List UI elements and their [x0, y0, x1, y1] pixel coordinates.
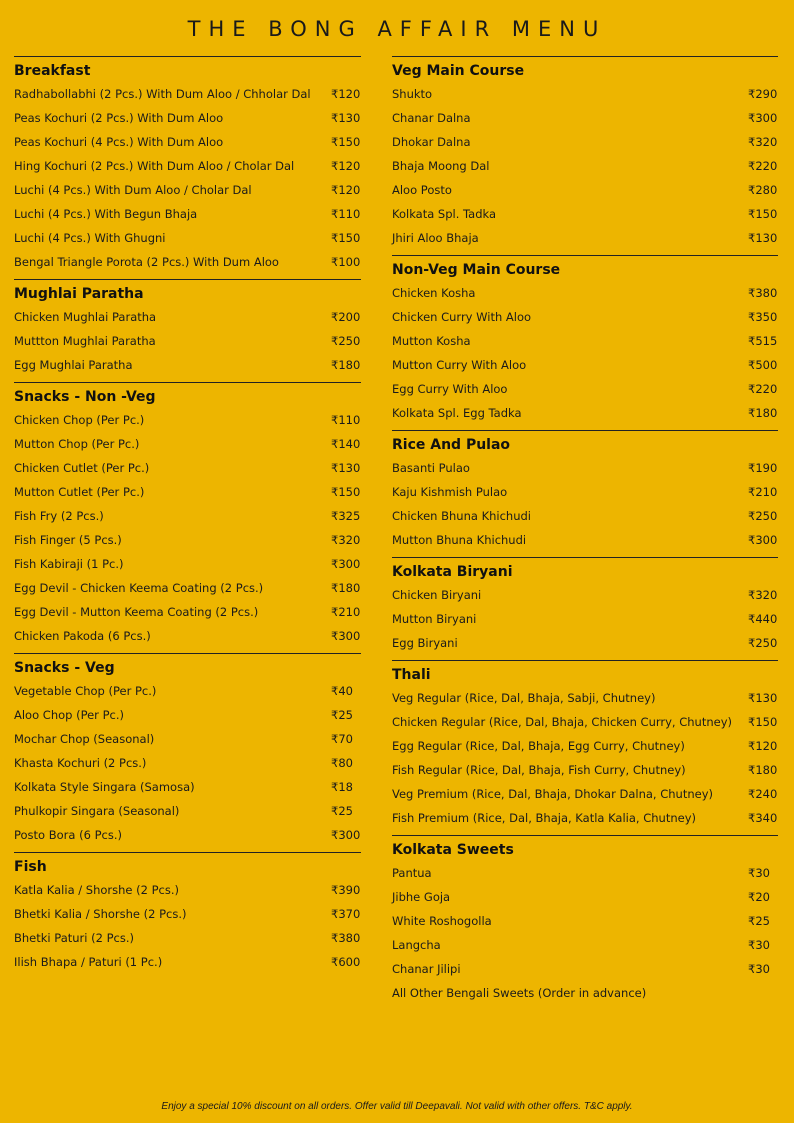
menu-item-name: Dhokar Dalna — [392, 135, 471, 149]
menu-item — [14, 684, 361, 698]
menu-item-name: Langcha — [392, 938, 441, 952]
menu-item-price: ₹250 — [331, 334, 361, 348]
menu-item — [392, 938, 778, 952]
menu-column-left — [14, 56, 361, 979]
menu-item — [392, 334, 778, 348]
menu-item-price: ₹370 — [331, 907, 361, 921]
menu-item — [14, 87, 361, 101]
menu-item-name: Chicken Curry With Aloo — [392, 310, 532, 324]
menu-item-price: ₹180 — [331, 358, 361, 372]
menu-item-price: ₹240 — [748, 787, 778, 801]
menu-item-price: ₹110 — [331, 207, 361, 221]
menu-item-price: ₹250 — [748, 636, 778, 650]
menu-item-price: ₹30 — [748, 938, 770, 952]
menu-item-price: ₹340 — [748, 811, 778, 825]
section-title: Snacks - Non -Veg — [14, 389, 156, 405]
menu-item — [14, 780, 361, 794]
menu-column-right — [392, 56, 778, 1000]
menu-item — [392, 612, 778, 626]
menu-item-name: Muttton Mughlai Paratha — [14, 334, 156, 348]
section-title: Fish — [14, 859, 47, 875]
menu-item-name: Peas Kochuri (4 Pcs.) With Dum Aloo — [14, 135, 224, 149]
menu-item-price: ₹220 — [748, 159, 778, 173]
menu-item-price: ₹300 — [748, 111, 778, 125]
menu-item — [392, 588, 778, 602]
menu-item-price: ₹250 — [748, 509, 778, 523]
menu-item-name: Kolkata Spl. Tadka — [392, 207, 496, 221]
sweets-note: All Other Bengali Sweets (Order in advance) — [392, 986, 647, 1000]
menu-item-price: ₹220 — [748, 382, 778, 396]
menu-item — [392, 866, 778, 880]
menu-item-price: ₹325 — [331, 509, 361, 523]
menu-item — [392, 406, 778, 420]
menu-item-name: Chanar Jilipi — [392, 962, 461, 976]
section-title: Rice And Pulao — [392, 437, 511, 453]
menu-item-name: Chicken Biryani — [392, 588, 482, 602]
menu-item-name: Hing Kochuri (2 Pcs.) With Dum Aloo / Cholar Dal — [14, 159, 295, 173]
menu-item — [14, 605, 361, 619]
menu-item-name: Bengal Triangle Porota (2 Pcs.) With Dum Aloo — [14, 255, 279, 269]
menu-item — [392, 691, 778, 705]
menu-section-snacks-non-veg — [14, 382, 361, 643]
menu-section-veg-main-course — [392, 56, 778, 245]
menu-item-price: ₹180 — [331, 581, 361, 595]
menu-item — [14, 533, 361, 547]
menu-item-name: Chanar Dalna — [392, 111, 471, 125]
offer-footer: Enjoy a special 10% discount on all orders. Offer valid till Deepavali. Not valid with other offers. T&C apply. — [161, 1101, 633, 1112]
menu-item — [392, 159, 778, 173]
menu-item-price: ₹25 — [748, 914, 770, 928]
menu-item — [14, 732, 361, 746]
menu-item-name: Mutton Cutlet (Per Pc.) — [14, 485, 145, 499]
menu-item-name: White Roshogolla — [392, 914, 492, 928]
menu-item — [392, 87, 778, 101]
menu-item-name: Aloo Posto — [392, 183, 452, 197]
menu-item-price: ₹320 — [748, 135, 778, 149]
menu-item — [14, 828, 361, 842]
menu-item — [14, 756, 361, 770]
menu-item-price: ₹190 — [748, 461, 778, 475]
menu-item-name: Egg Curry With Aloo — [392, 382, 508, 396]
menu-item-name: Katla Kalia / Shorshe (2 Pcs.) — [14, 883, 180, 897]
menu-item-price: ₹180 — [748, 763, 778, 777]
menu-item-price: ₹25 — [331, 804, 353, 818]
menu-item-price: ₹150 — [748, 207, 778, 221]
menu-item — [392, 231, 778, 245]
menu-item — [392, 310, 778, 324]
menu-item-name: Pantua — [392, 866, 432, 880]
menu-item-price: ₹150 — [331, 231, 361, 245]
menu-item-name: Fish Finger (5 Pcs.) — [14, 533, 122, 547]
menu-item — [392, 533, 778, 547]
menu-item-price: ₹130 — [748, 231, 778, 245]
menu-item — [14, 358, 361, 372]
menu-item-name: Mutton Curry With Aloo — [392, 358, 527, 372]
menu-item — [392, 382, 778, 396]
menu-item-price: ₹320 — [748, 588, 778, 602]
menu-item-name: Mutton Biryani — [392, 612, 477, 626]
menu-item-name: Mutton Bhuna Khichudi — [392, 533, 527, 547]
menu-section-kolkata-biryani — [392, 557, 778, 650]
menu-item — [392, 811, 778, 825]
menu-item-price: ₹380 — [748, 286, 778, 300]
menu-section-mughlai-paratha — [14, 279, 361, 372]
menu-item-name: Chicken Bhuna Khichudi — [392, 509, 531, 523]
menu-item-name: Jhiri Aloo Bhaja — [392, 231, 479, 245]
menu-item-price: ₹30 — [748, 866, 770, 880]
menu-section-fish — [14, 852, 361, 969]
menu-item-name: Mutton Chop (Per Pc.) — [14, 437, 140, 451]
menu-item-name: Kaju Kishmish Pulao — [392, 485, 508, 499]
menu-item — [392, 914, 778, 928]
menu-item-price: ₹120 — [331, 183, 361, 197]
menu-item — [14, 183, 361, 197]
menu-item-name: Chicken Kosha — [392, 286, 476, 300]
menu-item — [14, 135, 361, 149]
menu-item-name: Fish Fry (2 Pcs.) — [14, 509, 104, 523]
menu-item-price: ₹390 — [331, 883, 361, 897]
menu-item — [392, 461, 778, 475]
menu-item-name: Fish Kabiraji (1 Pc.) — [14, 557, 124, 571]
menu-item-price: ₹30 — [748, 962, 770, 976]
menu-item-name: Fish Regular (Rice, Dal, Bhaja, Fish Curry, Chutney) — [392, 763, 686, 777]
menu-item — [14, 310, 361, 324]
menu-item-name: Chicken Mughlai Paratha — [14, 310, 157, 324]
menu-item-name: Egg Regular (Rice, Dal, Bhaja, Egg Curry, Chutney) — [392, 739, 685, 753]
menu-item — [14, 883, 361, 897]
section-title: Breakfast — [14, 63, 91, 79]
menu-item — [392, 890, 778, 904]
menu-section-kolkata-sweets — [392, 835, 778, 1000]
menu-item-price: ₹80 — [331, 756, 353, 770]
menu-item-name: Bhaja Moong Dal — [392, 159, 490, 173]
menu-item-name: Peas Kochuri (2 Pcs.) With Dum Aloo — [14, 111, 224, 125]
menu-item-price: ₹180 — [748, 406, 778, 420]
section-title: Kolkata Biryani — [392, 564, 513, 580]
menu-title: THE BONG AFFAIR MENU — [187, 17, 607, 41]
menu-item — [14, 255, 361, 269]
menu-item-price: ₹130 — [748, 691, 778, 705]
menu-item-name: Egg Devil - Chicken Keema Coating (2 Pcs.) — [14, 581, 264, 595]
menu-section-non-veg-main-course — [392, 255, 778, 420]
section-title: Kolkata Sweets — [392, 842, 514, 858]
section-title: Non-Veg Main Course — [392, 262, 561, 278]
menu-item-price: ₹280 — [748, 183, 778, 197]
menu-item-price: ₹500 — [748, 358, 778, 372]
menu-item-name: Luchi (4 Pcs.) With Dum Aloo / Cholar Dal — [14, 183, 252, 197]
menu-item — [14, 509, 361, 523]
menu-item-name: Bhetki Kalia / Shorshe (2 Pcs.) — [14, 907, 187, 921]
menu-item — [14, 907, 361, 921]
menu-item — [392, 183, 778, 197]
menu-item-price: ₹210 — [748, 485, 778, 499]
menu-item-name: Jibhe Goja — [392, 890, 451, 904]
menu-item-price: ₹290 — [748, 87, 778, 101]
menu-item — [392, 286, 778, 300]
menu-item-name: Kolkata Style Singara (Samosa) — [14, 780, 195, 794]
menu-item-name: Egg Mughlai Paratha — [14, 358, 133, 372]
menu-item-price: ₹320 — [331, 533, 361, 547]
menu-item — [14, 557, 361, 571]
menu-item-name: Khasta Kochuri (2 Pcs.) — [14, 756, 147, 770]
menu-item-price: ₹600 — [331, 955, 361, 969]
menu-item — [14, 413, 361, 427]
menu-item — [392, 485, 778, 499]
menu-section-breakfast — [14, 56, 361, 269]
menu-item — [14, 804, 361, 818]
menu-item-name: Luchi (4 Pcs.) With Begun Bhaja — [14, 207, 198, 221]
menu-item-price: ₹18 — [331, 780, 353, 794]
menu-item-name: Chicken Pakoda (6 Pcs.) — [14, 629, 151, 643]
menu-item — [392, 135, 778, 149]
menu-item-name: Fish Premium (Rice, Dal, Bhaja, Katla Kalia, Chutney) — [392, 811, 697, 825]
menu-item-price: ₹300 — [331, 629, 361, 643]
menu-item-price: ₹200 — [331, 310, 361, 324]
menu-item-name: Radhabollabhi (2 Pcs.) With Dum Aloo / Chholar Dal — [14, 87, 311, 101]
menu-item-name: Chicken Cutlet (Per Pc.) — [14, 461, 150, 475]
menu-item-name: Bhetki Paturi (2 Pcs.) — [14, 931, 134, 945]
menu-item-price: ₹380 — [331, 931, 361, 945]
menu-item — [392, 636, 778, 650]
menu-item — [392, 358, 778, 372]
menu-item-name: Shukto — [392, 87, 433, 101]
menu-item-price: ₹120 — [331, 159, 361, 173]
section-title: Snacks - Veg — [14, 660, 115, 676]
menu-item-name: Basanti Pulao — [392, 461, 470, 475]
menu-item-name: Posto Bora (6 Pcs.) — [14, 828, 122, 842]
menu-item-name: Veg Regular (Rice, Dal, Bhaja, Sabji, Chutney) — [392, 691, 656, 705]
menu-item-name: Chicken Regular (Rice, Dal, Bhaja, Chicken Curry, Chutney) — [392, 715, 733, 729]
menu-item — [14, 461, 361, 475]
menu-item-name: Mutton Kosha — [392, 334, 471, 348]
menu-item — [392, 787, 778, 801]
menu-item-name: Veg Premium (Rice, Dal, Bhaja, Dhokar Dalna, Chutney) — [392, 787, 713, 801]
section-title: Veg Main Course — [392, 63, 525, 79]
menu-item-name: Ilish Bhapa / Paturi (1 Pc.) — [14, 955, 163, 969]
menu-item — [392, 111, 778, 125]
menu-item-name: Kolkata Spl. Egg Tadka — [392, 406, 522, 420]
menu-item — [14, 708, 361, 722]
menu-item-price: ₹300 — [748, 533, 778, 547]
menu-item-name: Vegetable Chop (Per Pc.) — [14, 684, 157, 698]
menu-item — [14, 955, 361, 969]
menu-item-price: ₹25 — [331, 708, 353, 722]
menu-item-price: ₹350 — [748, 310, 778, 324]
menu-item — [392, 763, 778, 777]
menu-item-name: Mochar Chop (Seasonal) — [14, 732, 155, 746]
menu-item-name: Luchi (4 Pcs.) With Ghugni — [14, 231, 166, 245]
menu-item-price: ₹150 — [748, 715, 778, 729]
menu-item-name: Aloo Chop (Per Pc.) — [14, 708, 124, 722]
menu-item-price: ₹150 — [331, 135, 361, 149]
menu-item — [14, 629, 361, 643]
menu-item — [14, 207, 361, 221]
section-title: Mughlai Paratha — [14, 286, 144, 302]
menu-item-name: Chicken Chop (Per Pc.) — [14, 413, 145, 427]
menu-item-price: ₹70 — [331, 732, 353, 746]
menu-section-rice-and-pulao — [392, 430, 778, 547]
menu-item-price: ₹40 — [331, 684, 353, 698]
menu-item-price: ₹100 — [331, 255, 361, 269]
menu-item — [14, 437, 361, 451]
menu-item-name: Egg Biryani — [392, 636, 458, 650]
menu-item — [392, 509, 778, 523]
menu-item-name: Egg Devil - Mutton Keema Coating (2 Pcs.) — [14, 605, 259, 619]
menu-section-thali — [392, 660, 778, 825]
menu-item — [14, 581, 361, 595]
menu-item-price: ₹140 — [331, 437, 361, 451]
menu-item-price: ₹210 — [331, 605, 361, 619]
menu-item — [14, 111, 361, 125]
menu-item — [14, 931, 361, 945]
menu-item — [14, 159, 361, 173]
menu-item — [392, 207, 778, 221]
menu-item-price: ₹130 — [331, 461, 361, 475]
menu-item-price: ₹120 — [748, 739, 778, 753]
menu-item — [392, 715, 778, 729]
menu-item — [392, 962, 778, 976]
menu-item — [14, 334, 361, 348]
menu-item-price: ₹130 — [331, 111, 361, 125]
section-title: Thali — [392, 667, 431, 683]
menu-item-price: ₹110 — [331, 413, 361, 427]
menu-item-price: ₹300 — [331, 557, 361, 571]
menu-item-price: ₹150 — [331, 485, 361, 499]
menu-item-price: ₹120 — [331, 87, 361, 101]
menu-item — [392, 739, 778, 753]
menu-item-price: ₹515 — [748, 334, 778, 348]
menu-item — [14, 485, 361, 499]
menu-item — [14, 231, 361, 245]
menu-item-price: ₹300 — [331, 828, 361, 842]
menu-item-price: ₹440 — [748, 612, 778, 626]
menu-section-snacks-veg — [14, 653, 361, 842]
menu-item-name: Phulkopir Singara (Seasonal) — [14, 804, 180, 818]
menu-item-price: ₹20 — [748, 890, 770, 904]
